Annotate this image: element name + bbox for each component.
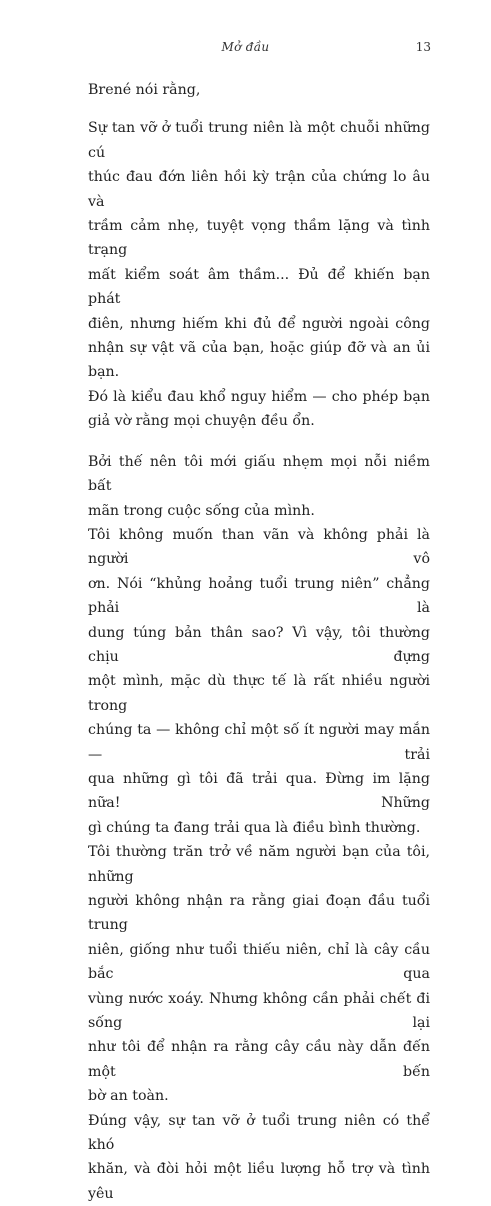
- paragraph-line: niên, giống như tuổi thiếu niên, chỉ là cây cầu bắc qua: [88, 941, 430, 983]
- lead-line: Brené nói rằng,: [88, 82, 201, 98]
- paragraph-line: dung túng bản thân sao? Vì vậy, tôi thường chịu đựng: [88, 624, 430, 665]
- paragraph-line: qua những gì tôi đã trải qua. Đừng im lặng nữa! Những: [88, 770, 430, 812]
- paragraph: [88, 450, 430, 523]
- paragraph-line: gì chúng ta đang trải qua là điều bình thường.: [88, 819, 421, 836]
- quote-line: điên, nhưng hiếm khi đủ để người ngoài công: [88, 315, 430, 332]
- paragraph-line: Tôi không muốn than vãn và không phải là người vô: [88, 526, 430, 568]
- quote-line: Đó là kiểu đau khổ nguy hiểm — cho phép bạn: [88, 388, 430, 405]
- paragraph-line: chúng ta — không chỉ một số ít người may mắn — trải: [88, 722, 430, 763]
- paragraph: [88, 840, 430, 1108]
- paragraph-line: người không nhận ra rằng giai đoạn đầu tuổi trung: [88, 893, 430, 934]
- block-quote: [88, 116, 430, 433]
- running-title: Mở đầu: [221, 40, 270, 54]
- paragraph-line: một mình, mặc dù thực tế là rất nhiều người trong: [88, 673, 430, 714]
- paragraph-line: Tôi thường trăn trở về năm người bạn của tôi, những: [88, 844, 430, 885]
- running-header: [0, 40, 491, 60]
- paragraph-line: khăn, và đòi hỏi một liều lượng hỗ trợ và tình yêu: [88, 1161, 430, 1202]
- quote-line: thúc đau đớn liên hồi kỳ trận của chứng lo âu và: [88, 169, 430, 210]
- quote-line: giả vờ rằng mọi chuyện đều ổn.: [88, 413, 315, 430]
- paragraph-line: bờ an toàn.: [88, 1088, 169, 1105]
- page-number: 13: [415, 40, 431, 54]
- quote-line: nhận sự vật vã của bạn, hoặc giúp đỡ và an ủi bạn.: [88, 340, 430, 381]
- body-text: [88, 78, 430, 1206]
- quote-line: trầm cảm nhẹ, tuyệt vọng thầm lặng và tình trạng: [88, 218, 430, 259]
- paragraph: [88, 523, 430, 840]
- quote-line: Sự tan vỡ ở tuổi trung niên là một chuỗi những cú: [88, 120, 430, 161]
- paragraph-line: ơn. Nói “khủng hoảng tuổi trung niên” chẳng phải là: [88, 575, 430, 617]
- paragraph-line: Đúng vậy, sự tan vỡ ở tuổi trung niên có thể khó: [88, 1112, 430, 1154]
- paragraph-line: mãn trong cuộc sống của mình.: [88, 502, 315, 519]
- paragraph-line: vùng nước xoáy. Nhưng không cần phải chết đi sống lại: [88, 990, 430, 1032]
- paragraph: [88, 1109, 430, 1206]
- paragraph-line: Bởi thế nên tôi mới giấu nhẹm mọi nỗi niềm bất: [88, 453, 430, 495]
- quote-line: mất kiểm soát âm thầm... Đủ để khiến bạn phát: [88, 266, 430, 308]
- paragraph-line: như tôi để nhận ra rằng cây cầu này dẫn đến một bến: [88, 1039, 430, 1080]
